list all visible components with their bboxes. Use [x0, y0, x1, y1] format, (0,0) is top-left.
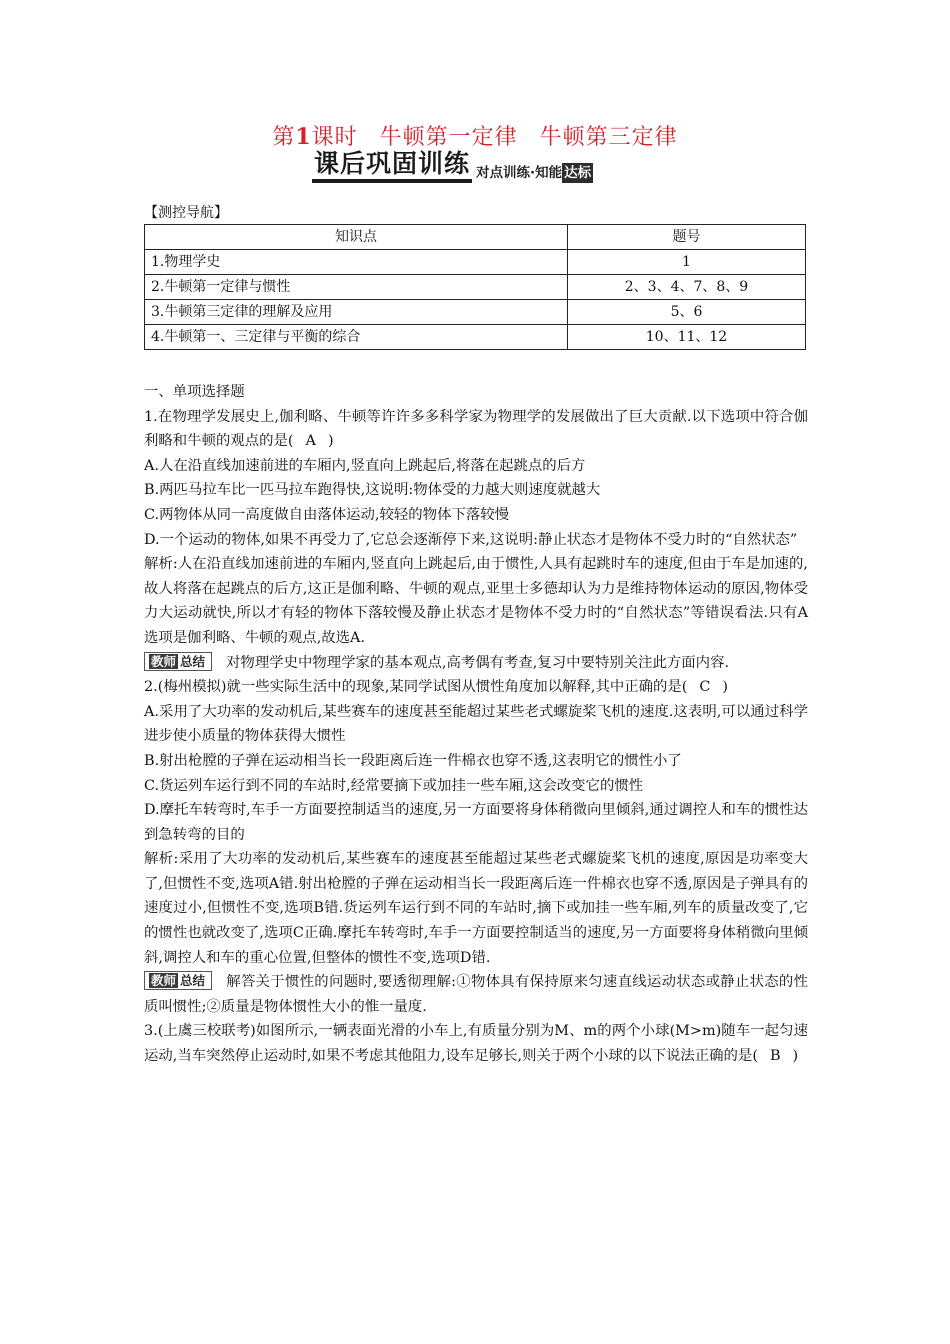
q2-option-b: B.射出枪膛的子弹在运动相当长一段距离后连一件棉衣也穿不透,这表明它的惯性小了 — [144, 752, 682, 769]
nav-label: 【测控导航】 — [144, 205, 228, 221]
table-row — [145, 300, 806, 325]
knowledge-table — [144, 224, 806, 350]
q1-option-a: A.人在沿直线加速前进的车厢内,竖直向上跳起后,将落在起跳点的后方 — [144, 457, 586, 474]
table-cell-questions: 10、11、12 — [568, 325, 806, 350]
q1-option-b: B.两匹马拉车比一匹马拉车跑得快,这说明:物体受的力越大则速度就越大 — [144, 482, 601, 499]
section-banner — [312, 150, 593, 186]
title-number: 1 — [295, 124, 312, 150]
table-cell-questions: 5、6 — [568, 300, 806, 325]
q1-summary: 教师 总结 对物理学史中物理学家的基本观点,高考偶有考查,复习中要特别关注此方面内容. — [144, 651, 808, 676]
banner-main-text: 课后巩固训练 — [312, 150, 472, 183]
question-body — [144, 380, 808, 1069]
table-cell-topic: 3.牛顿第三定律的理解及应用 — [145, 300, 568, 325]
q2-option-d: D.摩托车转弯时,车手一方面要控制适当的速度,另一方面要将身体稍微向里倾斜,通过调控人和车的惯性达到急转弯的目的 — [144, 802, 808, 843]
q2-answer: C — [699, 679, 711, 696]
q1-stem: 1.在物理学发展史上,伽利略、牛顿等许许多多科学家为物理学的发展做出了巨大贡献.以下选项中符合伽利略和牛顿的观点的是( A ) — [144, 405, 808, 454]
banner-tag: 达标 — [564, 165, 592, 181]
table-cell-questions: 1 — [568, 250, 806, 275]
teacher-summary-badge: 教师 总结 — [144, 652, 212, 671]
q3-stem: 3.(上虞三校联考)如图所示,一辆表面光滑的小车上,有质量分别为M、m的两个小球(M>m)随车一起匀速运动,当车突然停止运动时,如果不考虑其他阻力,设车足够长,则关于两个小球的以下说法正确的是( B ) — [144, 1019, 808, 1068]
q2-summary: 教师 总结 解答关于惯性的问题时,要透彻理解:①物体具有保持原来匀速直线运动状态或静止状态的性质叫惯性;②质量是物体惯性大小的惟一量度. — [144, 973, 808, 1015]
table-header-questions: 题号 — [568, 225, 806, 250]
table-cell-topic: 4.牛顿第一、三定律与平衡的综合 — [145, 325, 568, 350]
lesson-title — [0, 120, 950, 151]
table-row — [145, 275, 806, 300]
table-cell-questions: 2、3、4、7、8、9 — [568, 275, 806, 300]
table-cell-topic: 2.牛顿第一定律与惯性 — [145, 275, 568, 300]
banner-sub-text: 对点训练·知能 — [476, 165, 563, 181]
q2-stem: 2.(梅州模拟)就一些实际生活中的现象,某同学试图从惯性角度加以解释,其中正确的是( C ) — [144, 675, 808, 700]
q1-analysis: 解析:人在沿直线加速前进的车厢内,竖直向上跳起后,由于惯性,人具有起跳时车的速度,但由于车是加速的,故人将落在起跳点的后方,这正是伽利略、牛顿的观点,亚里士多德却认为力是维持物体运动的原因,物体受力大运动就快,所以才有轻的物体下落较慢及静止状态才是物体不受力时的“自然状态”等错误看法.只有A选项是伽利略、牛顿的观点,故选A. — [144, 556, 808, 646]
q1-option-d: D.一个运动的物体,如果不再受力了,它总会逐渐停下来,这说明:静止状态才是物体不受力时的“自然状态” — [144, 531, 798, 548]
q2-analysis: 解析:采用了大功率的发动机后,某些赛车的速度甚至能超过某些老式螺旋桨飞机的速度,原因是功率变大了,但惯性不变,选项A错.射出枪膛的子弹在运动相当长一段距离后连一件棉衣也穿不透,原因是子弹具有的速度过小,但惯性不变,选项B错.货运列车运行到不同的车站时,摘下或加挂一些车厢,列车的质量改变了,它的惯性也就改变了,选项C正确.摩托车转弯时,车手一方面要控制适当的速度,另一方面要将身体稍微向里倾斜,调控人和车的重心位置,但整体的惯性不变,选项D错. — [144, 851, 808, 966]
table-header-topic: 知识点 — [145, 225, 568, 250]
q1-option-c: C.两物体从同一高度做自由落体运动,较轻的物体下落较慢 — [144, 506, 510, 523]
table-row — [145, 325, 806, 350]
q2-option-c: C.货运列车运行到不同的车站时,经常要摘下或加挂一些车厢,这会改变它的惯性 — [144, 777, 644, 794]
table-row — [145, 250, 806, 275]
table-cell-topic: 1.物理学史 — [145, 250, 568, 275]
title-third-law: 牛顿第三定律 — [539, 125, 678, 150]
title-first-law: 牛顿第一定律 — [379, 125, 518, 150]
title-lesson: 课时 — [311, 125, 358, 150]
table-header-row — [145, 225, 806, 250]
title-prefix: 第 — [272, 125, 296, 150]
q2-option-a: A.采用了大功率的发动机后,某些赛车的速度甚至能超过某些老式螺旋桨飞机的速度.这表明,可以通过科学进步使小质量的物体获得大惯性 — [144, 703, 808, 745]
section-heading: 一、单项选择题 — [144, 384, 245, 400]
teacher-summary-badge: 教师 总结 — [144, 971, 212, 990]
q1-answer: A — [305, 433, 316, 450]
q3-answer: B — [769, 1048, 781, 1065]
